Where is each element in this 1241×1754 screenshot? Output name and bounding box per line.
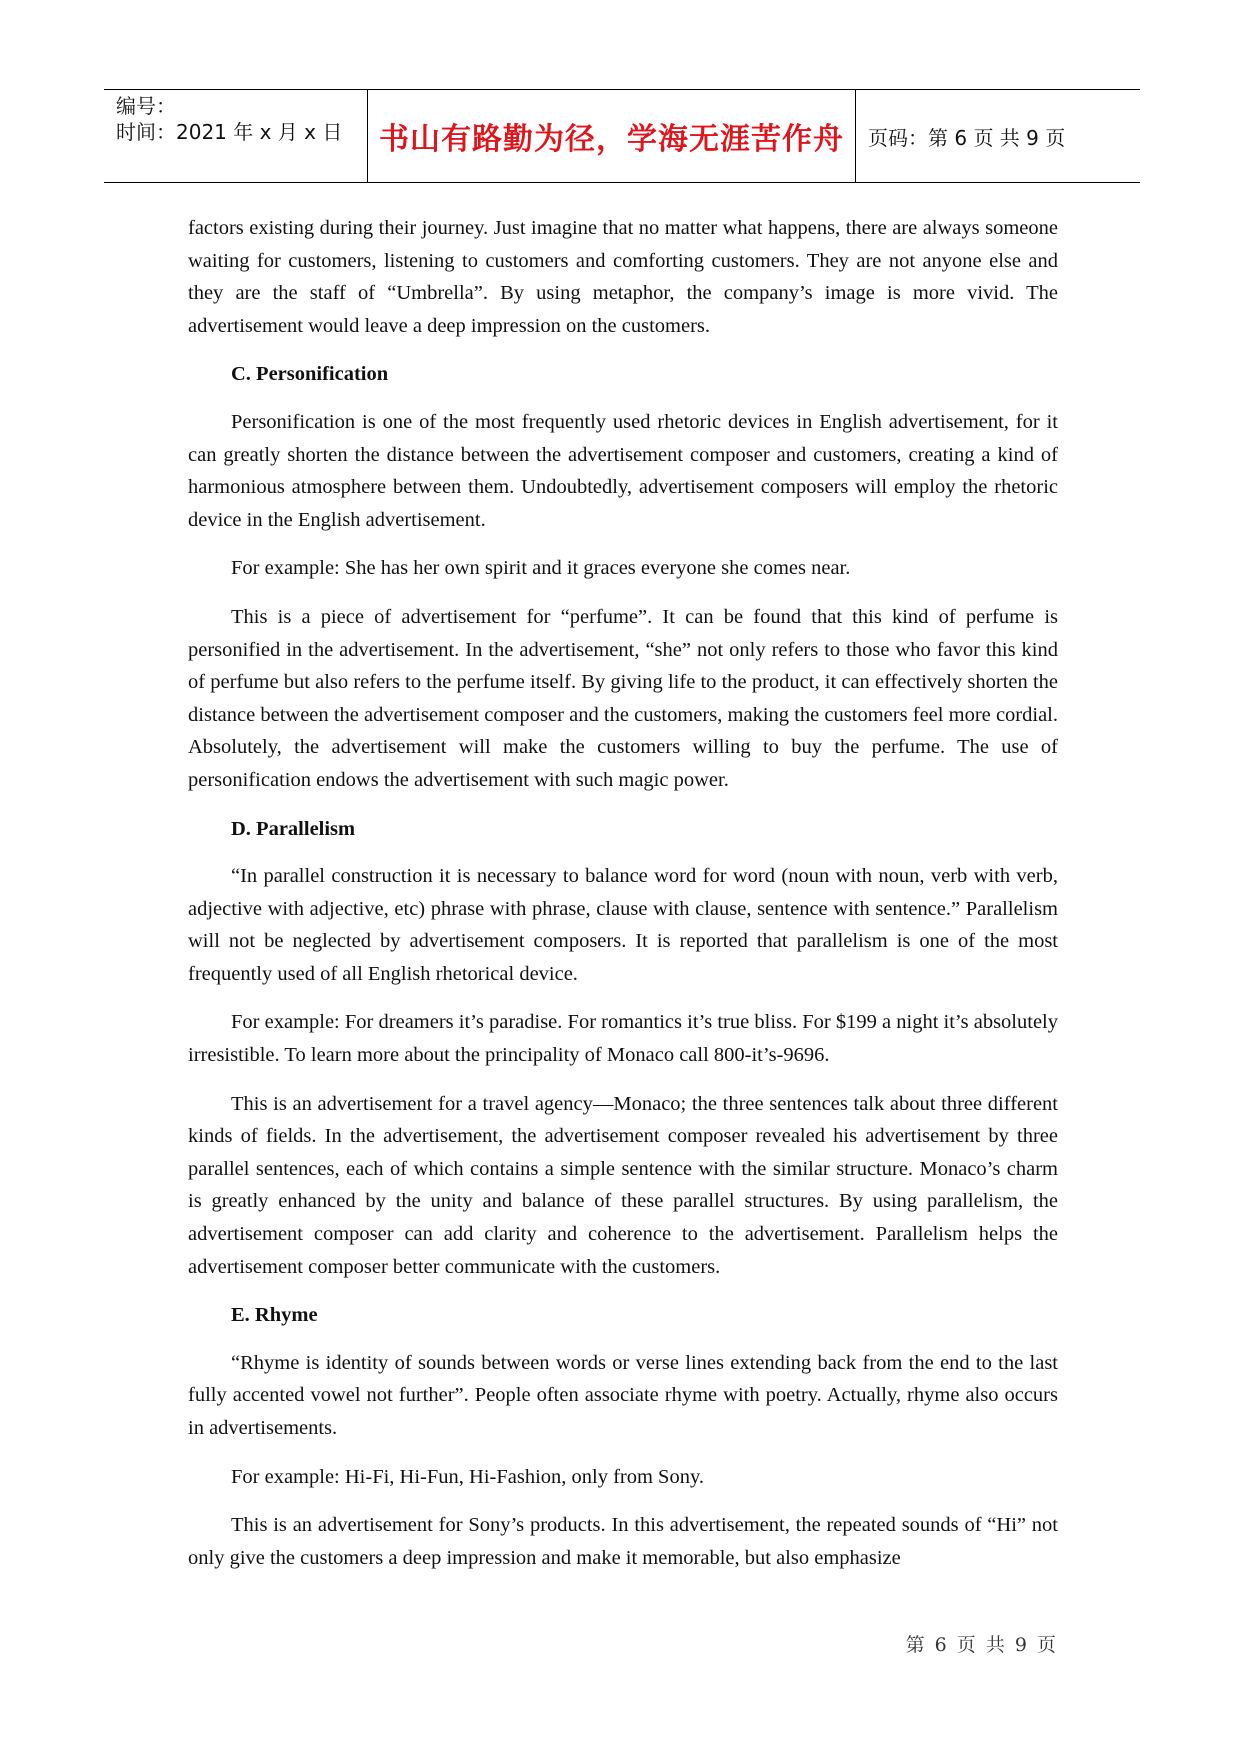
section-heading-personification: C. Personification [231,363,389,386]
page-header [104,89,1140,183]
paragraph-rhyme-2: This is an advertisement for Sony’s products. In this advertisement, the repeated sounds of “Hi” not only give the customers a deep impression and make it memorable, but also emphasize [188,1514,1058,1569]
section-heading-rhyme: E. Rhyme [231,1304,318,1327]
paragraph-parallelism-2: This is an advertisement for a travel agency—Monaco; the three sentences talk about three different kinds of fields. In the advertisement, the advertisement composer revealed his advertisement by three parallel sentences, each of which contains a simple sentence with the similar structure. Monaco’s charm is greatly enhanced by the unity and balance of these parallel structures. By using parallelism, the advertisement composer can add clarity and coherence to the advertisement. Parallelism helps the advertisement composer better communicate with the customers. [188,1092,1058,1278]
paragraph-rhyme-example: For example: Hi-Fi, Hi-Fun, Hi-Fashion, only from Sony. [231,1465,705,1488]
paragraph-personification-2: This is a piece of advertisement for “perfume”. It can be found that this kind of perfume is personified in the advertisement. In the advertisement, “she” not only refers to those who favor this kind of perfume but also refers to the perfume itself. By giving life to the product, it can effectively shorten the distance between the advertisement composer and the customers, making the customers feel more cordial. Absolutely, the advertisement will make the customers willing to buy the perfume. The use of personification endows the advertisement with such magic power. [188,605,1058,791]
page-footer-number: 第 6 页 共 9 页 [905,1634,1058,1656]
header-meta-cell [104,90,368,182]
paragraph-personification-example: For example: She has her own spirit and it graces everyone she comes near. [231,557,851,580]
section-heading-parallelism: D. Parallelism [231,817,356,840]
header-motto: 书山有路勤为径，学海无涯苦作舟 [379,122,844,157]
document-number-label: 编号： [116,94,176,118]
header-page-number: 页码：第 6 页 共 9 页 [868,125,1066,150]
paragraph-rhyme-1: “Rhyme is identity of sounds between words or verse lines extending back from the end to the last fully accented vowel not further”. People often associate rhyme with poetry. Actually, rhyme also occurs in advertisements. [188,1351,1058,1439]
header-page-cell [856,90,1140,182]
document-time-label: 时间：2021 年 x 月 x 日 [116,120,343,144]
paragraph-parallelism-example: For example: For dreamers it’s paradise. For romantics it’s true bliss. For $199 a night it’s absolutely irresistible. To learn more about the principality of Monaco call 800-it’s-9696. [188,1011,1058,1067]
header-motto-cell [368,90,856,182]
paragraph-parallelism-1: “In parallel construction it is necessary to balance word for word (noun with noun, verb with verb, adjective with adjective, etc) phrase with phrase, clause with clause, sentence with sentence.” Parallelism will not be neglected by advertisement composers. It is reported that parallelism is one of the most frequently used of all English rhetorical device. [188,865,1058,985]
paragraph-personification-1: Personification is one of the most frequently used rhetoric devices in English advertisement, for it can greatly shorten the distance between the advertisement composer and customers, creating a kind of harmonious atmosphere between them. Undoubtedly, advertisement composers will employ the rhetoric device in the English advertisement. [188,410,1058,531]
document-body [188,212,1058,1590]
paragraph-intro: factors existing during their journey. Just imagine that no matter what happens, there are always someone waiting for customers, listening to customers and comforting customers. They are not anyone else and they are the staff of “Umbrella”. By using metaphor, the company’s image is more vivid. The advertisement would leave a deep impression on the customers. [188,217,1058,337]
